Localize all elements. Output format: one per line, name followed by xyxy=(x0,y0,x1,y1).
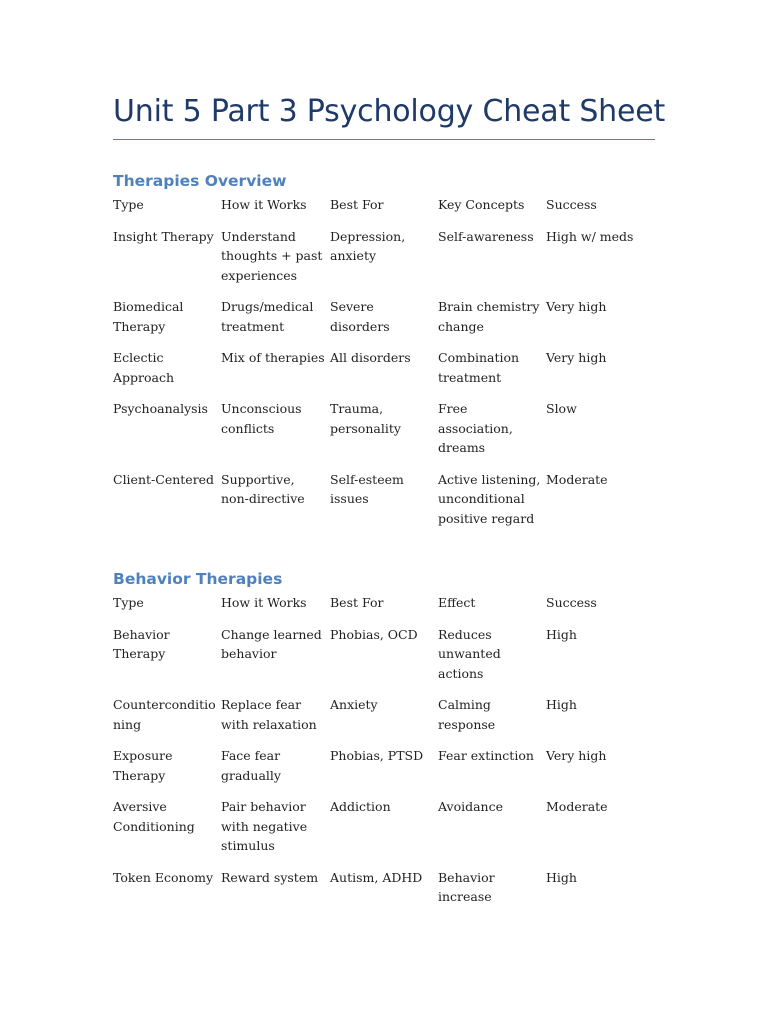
table-row xyxy=(113,399,655,470)
cell-effect: Behavior increase xyxy=(438,869,495,904)
cell-how-it-works: Pair behavior with negative stimulus xyxy=(221,799,308,853)
cell-type: Biomedical Therapy xyxy=(113,299,184,334)
cell-success: Slow xyxy=(546,401,577,416)
cell-success: High xyxy=(546,869,577,885)
table-row xyxy=(113,625,655,696)
cell-success: Very high xyxy=(546,299,607,314)
therapies-overview-table xyxy=(113,195,655,540)
column-header-best-for: Best For xyxy=(330,595,384,610)
table-header-row xyxy=(113,195,655,227)
column-header-key-concepts: Key Concepts xyxy=(438,197,525,212)
table-row xyxy=(113,470,655,541)
cell-success: Moderate xyxy=(546,471,608,487)
behavior-therapies-table xyxy=(113,593,655,919)
cell-best-for: Phobias, PTSD xyxy=(330,748,424,763)
cell-how-it-works: Drugs/medical treatment xyxy=(221,299,314,334)
page-title: Unit 5 Part 3 Psychology Cheat Sheet xyxy=(113,94,666,129)
column-header-success: Success xyxy=(546,595,597,610)
cell-best-for: Trauma, personality xyxy=(330,401,401,436)
cell-success: High w/ meds xyxy=(546,228,634,244)
column-header-success: Success xyxy=(546,197,597,212)
cell-effect: Avoidance xyxy=(438,799,504,814)
cell-type: Insight Therapy xyxy=(113,228,214,244)
table-row xyxy=(113,695,655,746)
column-header-type: Type xyxy=(113,595,144,610)
cell-how-it-works: Supportive, non-directive xyxy=(221,471,305,506)
column-header-best-for: Best For xyxy=(330,197,384,212)
cell-key-concepts: Self-awareness xyxy=(438,228,534,244)
column-header-effect: Effect xyxy=(438,595,476,610)
cell-success: Very high xyxy=(546,748,607,763)
section-heading-therapies-overview: Therapies Overview xyxy=(113,172,287,190)
cell-key-concepts: Active listening, unconditional positive regard xyxy=(438,471,541,526)
cell-type: Counterconditioning xyxy=(113,697,216,732)
cell-how-it-works: Replace fear with relaxation xyxy=(221,697,317,732)
cell-success: Very high xyxy=(546,350,607,365)
section-heading-behavior-therapies: Behavior Therapies xyxy=(113,570,283,588)
column-header-how-it-works: How it Works xyxy=(221,595,307,610)
cell-best-for: Phobias, OCD xyxy=(330,626,418,642)
cell-how-it-works: Unconscious conflicts xyxy=(221,401,302,436)
cell-key-concepts: Brain chemistry change xyxy=(438,299,540,334)
cell-how-it-works: Change learned behavior xyxy=(221,626,322,661)
cell-best-for: Anxiety xyxy=(330,697,378,712)
cell-best-for: Severe disorders xyxy=(330,299,390,334)
cell-how-it-works: Face fear gradually xyxy=(221,748,281,783)
table-row xyxy=(113,797,655,868)
cell-success: Moderate xyxy=(546,799,608,814)
table-row xyxy=(113,227,655,298)
cell-type: Psychoanalysis xyxy=(113,401,208,416)
cell-effect: Calming response xyxy=(438,697,496,732)
cell-best-for: Autism, ADHD xyxy=(330,869,423,885)
cell-how-it-works: Reward system xyxy=(221,869,319,885)
cell-best-for: Self-esteem issues xyxy=(330,471,404,506)
cell-success: High xyxy=(546,626,577,642)
cell-success: High xyxy=(546,697,577,712)
cell-best-for: Addiction xyxy=(330,799,391,814)
table-header-row xyxy=(113,593,655,625)
cell-how-it-works: Mix of therapies xyxy=(221,350,325,365)
table-row xyxy=(113,348,655,399)
cell-type: Token Economy xyxy=(113,869,214,885)
table-row xyxy=(113,297,655,348)
cell-type: Behavior Therapy xyxy=(113,626,170,661)
cell-key-concepts: Combination treatment xyxy=(438,350,520,385)
cell-type: Aversive Conditioning xyxy=(113,799,195,834)
cell-effect: Fear extinction xyxy=(438,748,534,763)
cell-effect: Reduces unwanted actions xyxy=(438,626,501,681)
cell-type: Exposure Therapy xyxy=(113,748,173,783)
cell-key-concepts: Free association, dreams xyxy=(438,401,513,455)
cell-type: Eclectic Approach xyxy=(113,350,175,385)
cell-how-it-works: Understand thoughts + past experiences xyxy=(221,228,323,283)
column-header-how-it-works: How it Works xyxy=(221,197,307,212)
cell-best-for: All disorders xyxy=(330,350,411,365)
title-divider xyxy=(113,139,655,140)
table-row xyxy=(113,868,655,919)
table-row xyxy=(113,746,655,797)
cell-best-for: Depression, anxiety xyxy=(330,228,406,263)
column-header-type: Type xyxy=(113,197,144,212)
cell-type: Client-Centered xyxy=(113,471,215,487)
